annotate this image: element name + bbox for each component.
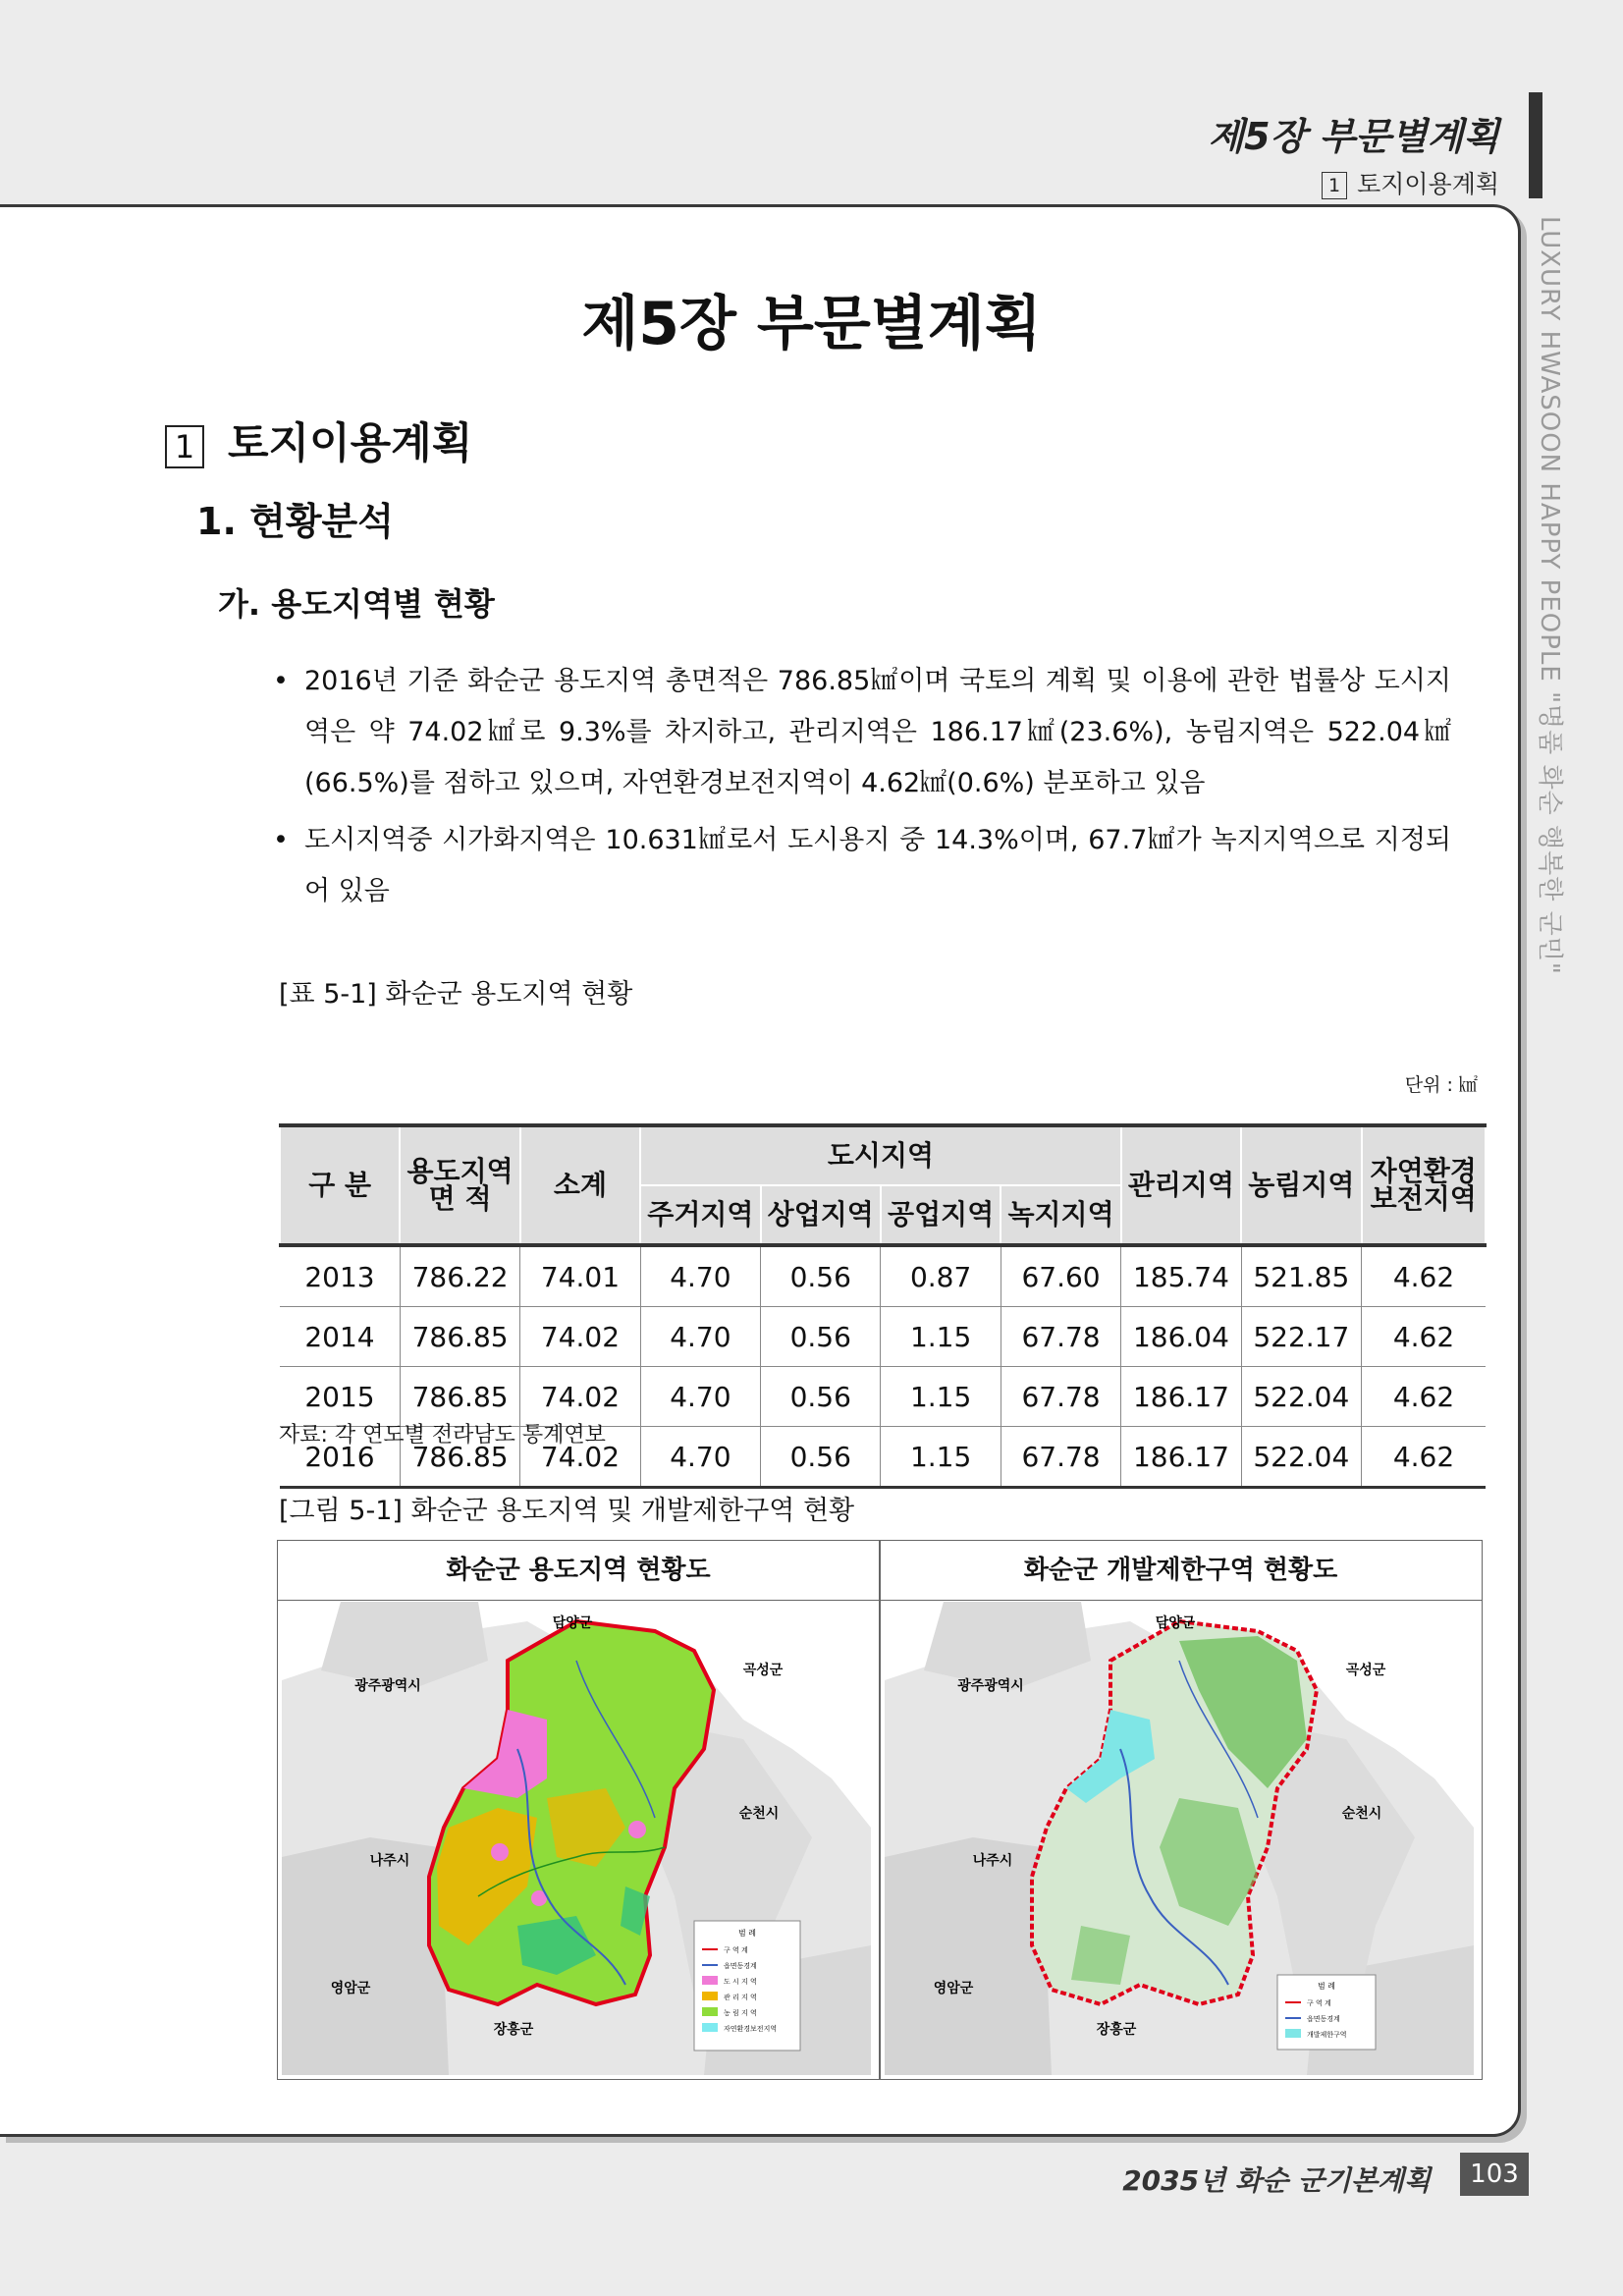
section-number: 1 [165,425,204,468]
th-nature [1362,1125,1486,1245]
greenbelt-terrain-forest-3 [1071,1926,1130,1985]
table-cell: 786.85 [400,1307,519,1367]
legend-swatch [702,1976,718,1985]
table-cell: 521.85 [1241,1245,1361,1307]
legend-label: 도 시 지 역 [724,1978,757,1986]
place-damyang: 담양군 [552,1615,593,1631]
table-cell: 74.02 [520,1427,640,1488]
map-divider [879,1541,881,2079]
table-cell: 186.17 [1121,1367,1241,1427]
table-cell: 4.62 [1362,1307,1486,1367]
th-area-line1: 용도지역 [406,1155,514,1187]
subsection-heading: 1. 현황분석 [196,500,394,543]
place-yeongam: 영암군 [330,1981,371,1996]
place-suncheon: 순천시 [1341,1806,1382,1822]
table-cell: 4.62 [1362,1245,1486,1307]
table-cell: 2016 [280,1427,400,1488]
table-cell: 0.56 [761,1245,881,1307]
table-cell: 522.17 [1241,1307,1361,1367]
greenbelt-legend [1277,1975,1376,2050]
th-residential: 주거지역 [640,1185,760,1245]
th-management: 관리지역 [1121,1125,1241,1245]
table-cell: 4.70 [640,1427,760,1488]
figure-caption: [그림 5-1] 화순군 용도지역 및 개발제한구역 현황 [279,1496,855,1526]
place-jangheung: 장흥군 [1096,2022,1137,2038]
zoning-map [282,1602,875,2075]
th-subtotal: 소계 [520,1125,640,1245]
subsubsection-heading: 가. 용도지역별 현황 [218,585,495,623]
place-gokseong: 곡성군 [742,1663,784,1678]
table-cell: 4.70 [640,1245,760,1307]
th-green: 녹지지역 [1001,1185,1120,1245]
header-section-title: 토지이용계획 [1357,170,1499,198]
table-cell: 4.70 [640,1307,760,1367]
legend-label: 읍면동경계 [1307,2015,1340,2023]
th-gubun: 구 분 [280,1125,400,1245]
greenbelt-map [885,1602,1478,2075]
table-cell: 2014 [280,1307,400,1367]
page-number: 103 [1460,2153,1529,2196]
table-cell: 786.85 [400,1367,519,1427]
zoning-legend [694,1921,800,2050]
th-urban: 도시지역 [640,1125,1121,1185]
table-cell: 4.62 [1362,1427,1486,1488]
legend-label: 읍면동경계 [724,1962,757,1970]
table-unit: 단위 : ㎢ [1404,1074,1478,1096]
place-gwangju: 광주광역시 [354,1678,421,1694]
section-heading [165,410,472,470]
place-gokseong: 곡성군 [1345,1663,1386,1678]
table-cell: 74.01 [520,1245,640,1307]
header-section-number: 1 [1322,172,1347,199]
table-cell: 1.15 [881,1307,1001,1367]
bullet-list [273,656,1451,923]
table-cell: 4.70 [640,1367,760,1427]
table-cell: 2015 [280,1367,400,1427]
legend-label: 관 리 지 역 [724,1994,757,2001]
header-section [1322,165,1499,200]
header-chapter: 제5장 부문별계획 [1208,115,1499,158]
table-cell: 186.17 [1121,1427,1241,1488]
table-cell: 186.04 [1121,1307,1241,1367]
table-body [280,1245,1486,1488]
bullet-item: • 2016년 기준 화순군 용도지역 총면적은 786.85㎢이며 국토의 계획 및 이용에 관한 법률상 도시지역은 약 74.02㎢로 9.3%를 차지하고, 관리지역은 186.17㎢(23.6%), 농림지역은 522.04㎢(66.5%)를 점하고 있으며, 자연환경보전지역이 4.62㎢(0.6%) 분포하고 있음 [273,656,1451,809]
table-row [280,1245,1486,1307]
page-title: 제5장 부문별계획 [581,290,1042,358]
bullet-item: • 도시지역중 시가화지역은 10.631㎢로서 도시용지 중 14.3%이며, 67.7㎢가 녹지지역으로 지정되어 있음 [273,815,1451,917]
place-damyang: 담양군 [1155,1615,1196,1631]
table-cell: 67.78 [1001,1307,1120,1367]
th-area-line2: 면 적 [428,1182,492,1215]
legend-swatch [702,2023,718,2032]
table-source: 자료: 각 연도별 전라남도 통계연보 [279,1423,606,1448]
section-title: 토지이용계획 [228,419,473,468]
th-commercial: 상업지역 [761,1185,881,1245]
legend-label: 구 역 계 [1307,1999,1331,2007]
table-cell: 2013 [280,1245,400,1307]
table-cell: 786.85 [400,1427,519,1488]
place-naju: 나주시 [369,1853,410,1869]
legend-title: 범 례 [738,1929,756,1938]
legend-label: 구 역 계 [724,1946,748,1954]
legend-swatch [1285,2029,1301,2038]
left-map-title: 화순군 용도지역 현황도 [278,1541,879,1601]
table-cell: 1.15 [881,1427,1001,1488]
th-agri-forest: 농림지역 [1241,1125,1361,1245]
legend-title: 범 례 [1318,1982,1335,1991]
table-cell: 67.60 [1001,1245,1120,1307]
table-cell: 0.56 [761,1427,881,1488]
zoning-urban-spot [491,1843,509,1861]
place-suncheon: 순천시 [738,1806,780,1822]
table-cell: 0.87 [881,1245,1001,1307]
table-cell: 786.22 [400,1245,519,1307]
table-cell: 0.56 [761,1307,881,1367]
table-cell: 0.56 [761,1367,881,1427]
legend-label: 개발제한구역 [1307,2031,1347,2039]
footer-title: 2035년 화순 군기본계획 [1122,2164,1431,2197]
table-cell: 185.74 [1121,1245,1241,1307]
table-cell: 74.02 [520,1307,640,1367]
figure-box [277,1540,1483,2080]
legend-label: 자연환경보전지역 [724,2025,778,2033]
side-banner-text: LUXURY HWASOON HAPPY PEOPLE "명품 화순 행복한 군민" [1535,216,1564,975]
table-cell: 1.15 [881,1367,1001,1427]
table-cell: 67.78 [1001,1367,1120,1427]
th-industrial: 공업지역 [881,1185,1001,1245]
place-jangheung: 장흥군 [493,2022,534,2038]
legend-swatch [702,1992,718,2000]
table-cell: 522.04 [1241,1367,1361,1427]
th-nature-line1: 자연환경 [1370,1155,1477,1187]
header-bar [1529,92,1542,198]
table-cell: 522.04 [1241,1427,1361,1488]
table-cell: 4.62 [1362,1367,1486,1427]
th-nature-line2: 보전지역 [1370,1182,1477,1215]
table-cell: 67.78 [1001,1427,1120,1488]
zoning-urban-spot [628,1821,646,1838]
table-cell: 74.02 [520,1367,640,1427]
legend-swatch [702,2007,718,2016]
table-caption: [표 5-1] 화순군 용도지역 현황 [279,979,633,1010]
table-row [280,1307,1486,1367]
legend-label: 농 림 지 역 [724,2009,757,2017]
place-yeongam: 영암군 [933,1981,974,1996]
place-naju: 나주시 [972,1853,1013,1869]
place-gwangju: 광주광역시 [957,1678,1024,1694]
right-map-title: 화순군 개발제한구역 현황도 [880,1541,1482,1601]
th-area [400,1125,519,1245]
